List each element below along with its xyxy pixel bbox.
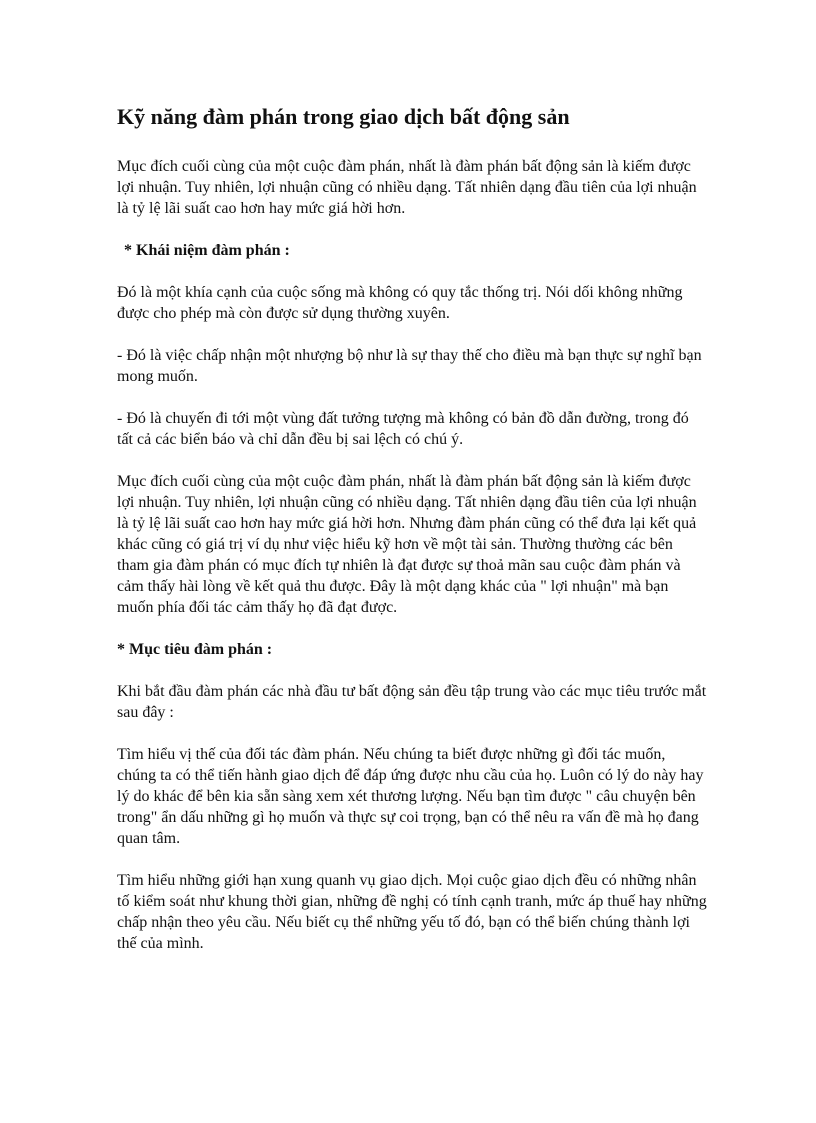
section-heading-objectives: * Mục tiêu đàm phán :: [117, 641, 273, 658]
objective-transaction-limits: Tìm hiểu những giới hạn xung quanh vụ giao dịch. Mọi cuộc giao dịch đều có những nhân tố kiểm soát như khung thời gian, những đề nghị có tính cạnh tranh, mức áp thuế hay những chấp nhận theo yêu cầu. Nếu biết cụ thể những yếu tố đó, bạn có thể biến chúng thành lợi thế của mình.: [117, 872, 707, 952]
concept-bullet-1: - Đó là việc chấp nhận một nhượng bộ như là sự thay thế cho điều mà bạn thực sự nghĩ bạn mong muốn.: [117, 347, 702, 385]
concept-bullet-2: - Đó là chuyến đi tới một vùng đất tưởng tượng mà không có bản đồ dẫn đường, trong đó tất cả các biển báo và chỉ dẫn đều bị sai lệch có chú ý.: [117, 410, 689, 448]
objectives-intro-paragraph: Khi bắt đầu đàm phán các nhà đầu tư bất động sản đều tập trung vào các mục tiêu trước mắt sau đây :: [117, 683, 707, 721]
section-heading-concept: * Khái niệm đàm phán :: [124, 242, 290, 259]
profit-paragraph: Mục đích cuối cùng của một cuộc đàm phán, nhất là đàm phán bất động sản là kiếm được lợi nhuận. Tuy nhiên, lợi nhuận cũng có nhiều dạng. Tất nhiên dạng đầu tiên của lợi nhuận là tỷ lệ lãi suất cao hơn hay mức giá hời hơn. Nhưng đàm phán cũng có thể đưa lại kết quả khác cũng có giá trị ví dụ như việc hiểu kỹ hơn về một tài sản. Thường thường các bên tham gia đàm phán có mục đích tự nhiên là đạt được sự thoả mãn sau cuộc đàm phán và cảm thấy hài lòng về kết quả thu được. Đây là một dạng khác của " lợi nhuận" mà bạn muốn phía đối tác cảm thấy họ đã đạt được.: [117, 473, 697, 616]
objective-partner-position: Tìm hiểu vị thế của đối tác đàm phán. Nếu chúng ta biết được những gì đối tác muốn, chúng ta có thể tiến hành giao dịch để đáp ứng được nhu cầu của họ. Luôn có lý do này hay lý do khác để bên kia sẵn sàng xem xét thương lượng. Nếu bạn tìm được " câu chuyện bên trong" ẩn dấu những gì họ muốn và thực sự coi trọng, bạn có thể nêu ra vấn đề mà họ đang quan tâm.: [117, 746, 704, 847]
intro-paragraph: Mục đích cuối cùng của một cuộc đàm phán, nhất là đàm phán bất động sản là kiếm được lợi nhuận. Tuy nhiên, lợi nhuận cũng có nhiều dạng. Tất nhiên dạng đầu tiên của lợi nhuận là tỷ lệ lãi suất cao hơn hay mức giá hời hơn.: [117, 158, 697, 217]
concept-paragraph: Đó là một khía cạnh của cuộc sống mà không có quy tắc thống trị. Nói dối không những được cho phép mà còn được sử dụng thường xuyên.: [117, 284, 683, 322]
document-body: [117, 103, 707, 975]
document-title: Kỹ năng đàm phán trong giao dịch bất động sản: [117, 104, 570, 129]
